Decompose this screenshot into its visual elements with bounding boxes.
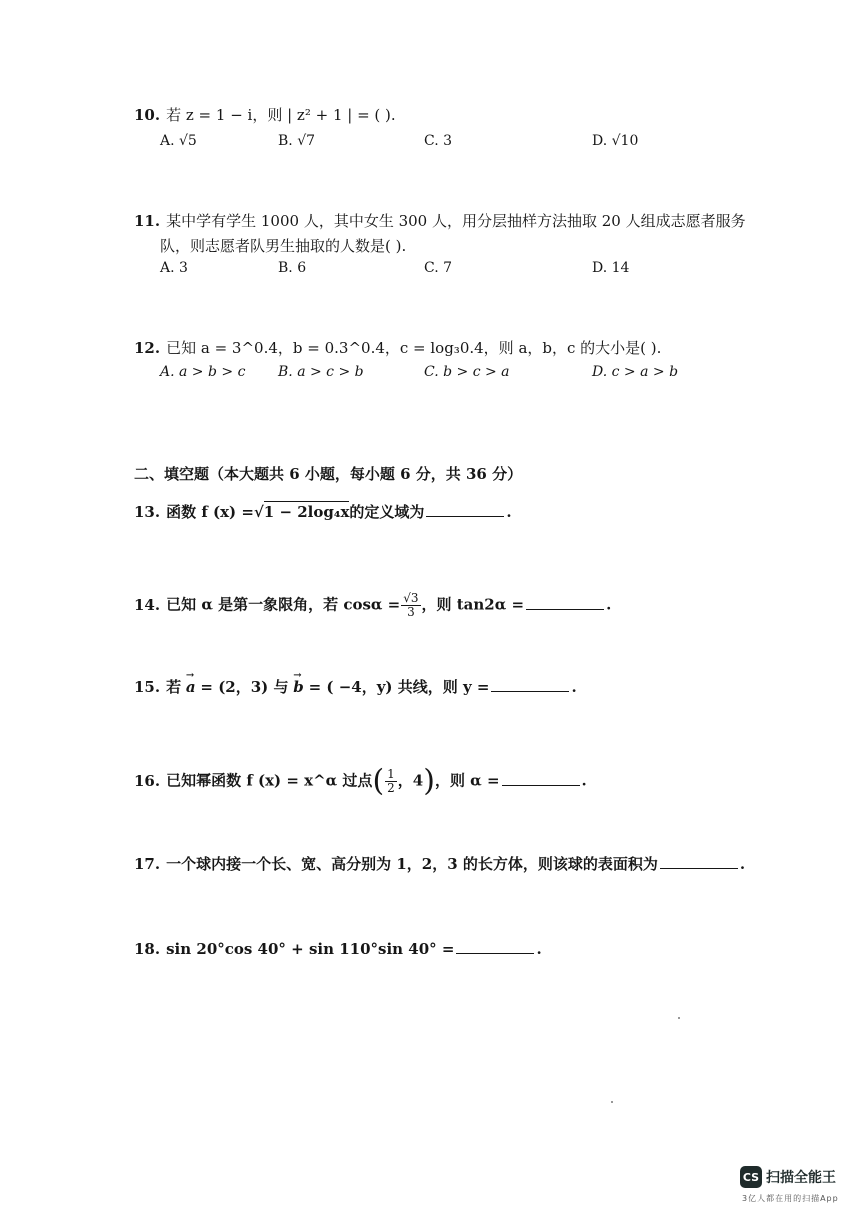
question-stem-tail: = ( −4，y) 共线，则 y = <box>308 678 490 696</box>
question-14 <box>134 592 611 619</box>
fraction <box>401 592 420 619</box>
question-number: 15. <box>134 678 161 696</box>
question-stem-line1: 某中学有学生 1000 人，其中女生 300 人，用分层抽样方法抽取 20 人组成志愿者服务 <box>166 212 746 230</box>
question-stem-mid: = (2，3) 与 <box>200 678 289 696</box>
question-stem-line2: 队，则志愿者队男生抽取的人数是( ). <box>160 237 407 255</box>
section-heading: 二、填空题（本大题共 6 小题，每小题 6 分，共 36 分） <box>134 465 523 483</box>
answer-blank <box>526 595 604 610</box>
period: . <box>536 940 542 958</box>
option-b: B. a > c > b <box>278 364 364 380</box>
question-stem: sin 20°cos 40° + sin 110°sin 40° = <box>166 940 455 958</box>
answer-blank <box>456 939 534 954</box>
question-number: 17. <box>134 855 161 873</box>
option-a: A. 3 <box>160 260 188 276</box>
answer-blank <box>426 502 504 517</box>
sqrt-sign: √ <box>253 503 264 521</box>
question-number: 16. <box>134 771 161 790</box>
period: . <box>581 771 587 790</box>
question-15 <box>134 675 577 699</box>
question-number: 18. <box>134 940 161 958</box>
option-b: B. √7 <box>278 133 316 149</box>
vector-a: → a <box>186 675 196 699</box>
fraction-denominator: 3 <box>407 605 415 619</box>
option-a: A. a > b > c <box>160 364 246 380</box>
fraction-numerator: 1 <box>387 767 395 781</box>
question-12 <box>134 336 661 360</box>
question-stem-tail: ，则 tan2α = <box>421 595 525 614</box>
question-17 <box>134 852 745 876</box>
question-18 <box>134 937 542 961</box>
question-10 <box>134 103 396 127</box>
right-paren: ) <box>423 763 435 799</box>
question-stem: 若 <box>166 678 182 696</box>
scanner-app-name: 扫描全能王 <box>766 1170 836 1186</box>
option-d: D. 14 <box>592 260 630 276</box>
period: . <box>571 678 577 696</box>
point-y: ，4 <box>397 771 424 790</box>
answer-blank <box>660 854 738 869</box>
fraction-numerator: √3 <box>403 591 419 605</box>
question-stem: 一个球内接一个长、宽、高分别为 1，2，3 的长方体，则该球的表面积为 <box>166 855 658 873</box>
question-11-line2 <box>160 234 406 258</box>
scan-speck <box>678 1017 680 1019</box>
question-stem-tail: ，则 α = <box>434 771 500 790</box>
option-a: A. √5 <box>160 133 197 149</box>
question-number: 11. <box>134 212 161 230</box>
question-number: 12. <box>134 339 161 357</box>
camscanner-logo-icon: CS <box>740 1166 762 1188</box>
option-d: D. c > a > b <box>592 364 679 380</box>
scan-speck <box>611 1101 613 1103</box>
option-b: B. 6 <box>278 260 307 276</box>
period: . <box>606 595 612 614</box>
scanner-watermark <box>740 1166 836 1188</box>
answer-blank <box>502 771 580 786</box>
options-12 <box>160 362 680 382</box>
fraction <box>385 768 397 795</box>
question-number: 14. <box>134 595 161 614</box>
left-paren: ( <box>372 763 385 799</box>
scanner-tagline: 3亿人都在用的扫描App <box>742 1194 839 1203</box>
question-16 <box>134 763 587 799</box>
question-stem: 函数 f (x) = <box>166 503 254 521</box>
answer-blank <box>491 677 569 692</box>
option-c: C. b > c > a <box>424 364 510 380</box>
question-11 <box>134 209 746 233</box>
vector-b: → b <box>293 675 304 699</box>
question-number: 10. <box>134 106 161 124</box>
question-13 <box>134 500 512 524</box>
question-stem: 已知幂函数 f (x) = x^α 过点 <box>166 771 373 790</box>
option-c: C. 7 <box>424 260 453 276</box>
options-10 <box>160 131 680 151</box>
question-number: 13. <box>134 503 161 521</box>
question-stem: 若 z = 1 − i，则 | z² + 1 | = ( ). <box>166 106 396 124</box>
period: . <box>739 855 746 873</box>
period: . <box>506 503 512 521</box>
fraction-denominator: 2 <box>387 781 395 795</box>
question-stem: 已知 α 是第一象限角，若 cosα = <box>166 595 401 614</box>
option-c: C. 3 <box>424 133 453 149</box>
sqrt-radicand: 1 − 2log₄x <box>263 503 350 521</box>
question-stem: 已知 a = 3^0.4，b = 0.3^0.4，c = log₃0.4，则 a，b，c 的大小是( ). <box>166 339 662 357</box>
options-11 <box>160 258 680 278</box>
question-stem-tail: 的定义域为 <box>349 503 425 521</box>
option-d: D. √10 <box>592 133 639 149</box>
